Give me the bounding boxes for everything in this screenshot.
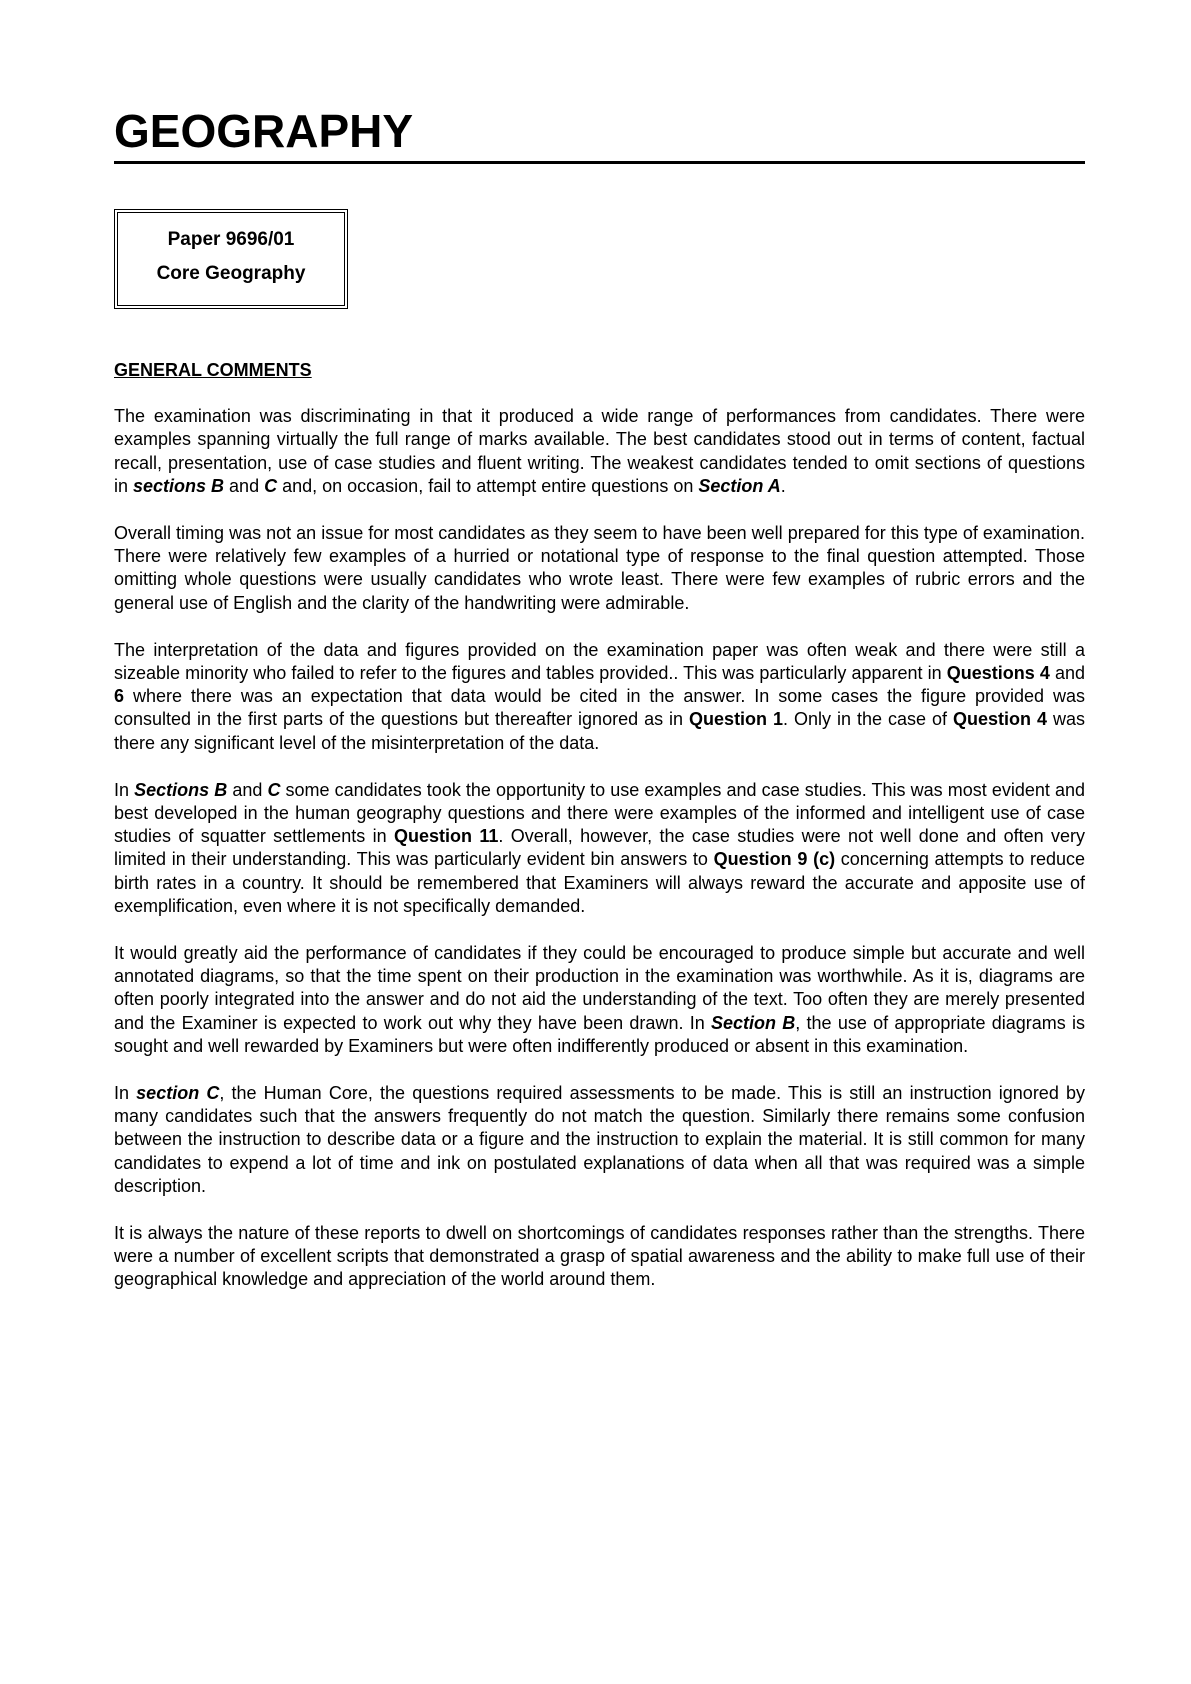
- emphasis-text: Questions 4: [946, 663, 1050, 684]
- emphasis-text: C: [267, 779, 281, 800]
- body-paragraph: [114, 779, 1085, 918]
- paragraphs-container: [114, 405, 1085, 1292]
- paragraph-text: was there any significant level of the misinterpretation of the data.: [114, 709, 1085, 753]
- paper-number: Paper 9696/01: [167, 229, 295, 251]
- paragraph-text: and, on occasion, fail to attempt entire questions on: [277, 475, 699, 496]
- body-paragraph: [114, 942, 1085, 1058]
- paragraph-text: It is always the nature of these reports to dwell on shortcomings of candidates responses rather than the strengths. There were a number of excellent scripts that demonstrated a grasp of spatial awareness and the ability to make full use of their geographical knowledge and appreciation of the world around them.: [114, 1223, 1085, 1290]
- paragraph-text: concerning attempts to reduce birth rates in a country. It should be remembered that Examiners will always reward the accurate and apposite use of exemplification, even where it is not specifically demanded.: [114, 849, 1086, 916]
- section-heading: GENERAL COMMENTS: [114, 360, 312, 381]
- emphasis-text: Section A: [698, 475, 781, 496]
- document-body: [114, 104, 1085, 1310]
- paragraph-text: where there was an expectation that data would be cited in the answer. In some cases the figure provided was consulted in the first parts of the questions but thereafter ignored as in: [114, 686, 1085, 730]
- paragraph-text: It would greatly aid the performance of candidates if they could be encouraged to produce simple but accurate and well annotated diagrams, so that the time spent on their production in the examination was worthwhile. As it is, diagrams are often poorly integrated into the answer and do not aid the understanding of the text. Too often they are merely presented and the Examiner is expected to work out why they have been drawn. In: [114, 943, 1085, 1033]
- emphasis-text: Question 1: [689, 709, 784, 730]
- body-paragraph: [114, 405, 1085, 498]
- paragraph-text: In: [114, 1083, 137, 1104]
- emphasis-text: C: [264, 475, 278, 496]
- paragraph-text: The examination was discriminating in that it produced a wide range of performances from candidates. There were examples spanning virtually the full range of marks available. The best candidates stood out in terms of content, factual recall, presentation, use of case studies and fluent writing. The weakest candidates tended to omit sections of questions in: [114, 406, 1085, 496]
- page-title: GEOGRAPHY: [114, 104, 1085, 164]
- paragraph-text: . Overall, however, the case studies were not well done and often very limited in their understanding. This was particularly evident bin answers to: [114, 826, 1086, 870]
- emphasis-text: Section B: [711, 1012, 796, 1033]
- paragraph-text: some candidates took the opportunity to use examples and case studies. This was most evident and best developed in the human geography questions and there were examples of the informed and intelligent use of case studies of squatter settlements in: [114, 779, 1085, 847]
- emphasis-text: sections B: [133, 475, 225, 496]
- emphasis-text: section C: [136, 1083, 220, 1104]
- emphasis-text: Question 11: [393, 826, 499, 847]
- paragraph-text: and: [1049, 663, 1085, 684]
- paragraph-text: and: [227, 779, 268, 800]
- body-paragraph: [114, 639, 1085, 755]
- body-paragraph: [114, 1222, 1085, 1292]
- emphasis-text: Question 9 (c): [713, 849, 836, 870]
- paragraph-text: , the use of appropriate diagrams is sought and well rewarded by Examiners but were often indifferently produced or absent in this examination.: [114, 1012, 1086, 1056]
- body-paragraph: [114, 522, 1085, 615]
- paragraph-text: .: [780, 475, 786, 496]
- emphasis-text: 6: [114, 686, 125, 707]
- emphasis-text: Sections B: [134, 779, 228, 800]
- emphasis-text: Question 4: [953, 709, 1047, 730]
- paragraph-text: Overall timing was not an issue for most candidates as they seem to have been well prepared for this type of examination. There were relatively few examples of a hurried or notational type of response to the final question attempted. Those omitting whole questions were usually candidates who wrote least. There were few examples of rubric errors and the general use of English and the clarity of the handwriting were admirable.: [114, 523, 1085, 613]
- body-paragraph: [114, 1082, 1085, 1198]
- paragraph-text: and: [224, 475, 265, 496]
- paper-name: Core Geography: [156, 263, 306, 285]
- paragraph-text: , the Human Core, the questions required assessments to be made. This is still an instruction ignored by many candidates such that the answers frequently do not match the question. Similarly there remains some confusion between the instruction to describe data or a figure and the instruction to explain the material. It is still common for many candidates to expend a lot of time and ink on postulated explanations of data when all that was required was a simple description.: [114, 1083, 1085, 1196]
- paper-info-box: [114, 209, 348, 309]
- paragraph-text: In: [114, 779, 135, 800]
- paragraph-text: The interpretation of the data and figures provided on the examination paper was often weak and there were still a sizeable minority who failed to refer to the figures and tables provided.. This was particularly apparent in: [114, 639, 1085, 684]
- paragraph-text: . Only in the case of: [783, 709, 953, 730]
